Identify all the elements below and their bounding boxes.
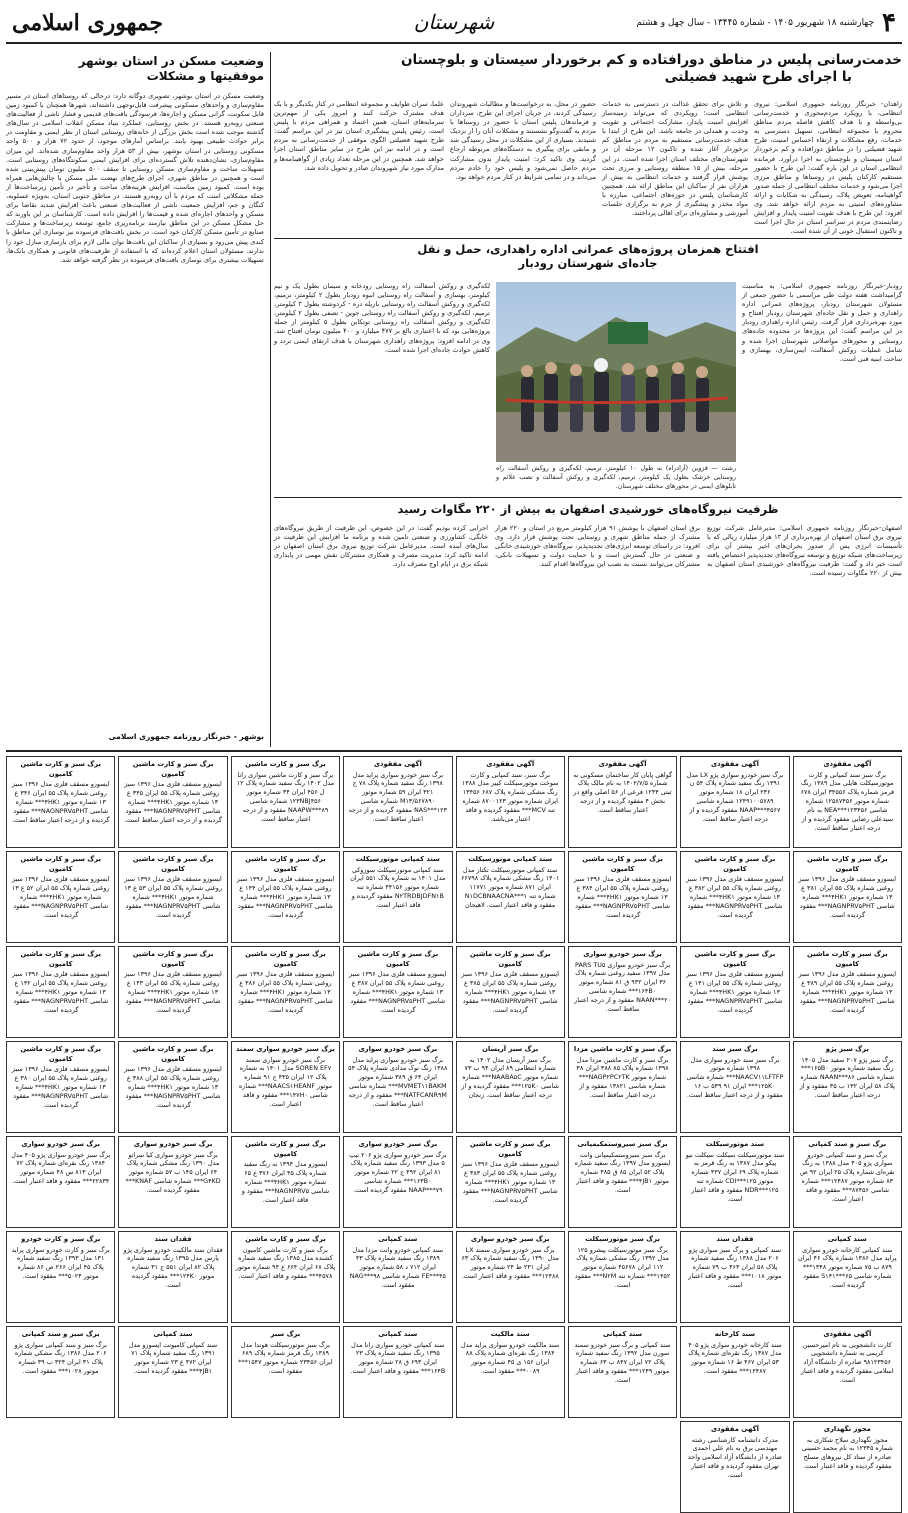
classified-ad-body: ایسوزو مسقف فلزی مدل ۱۳۹۶ سبز روغنی شماره پلاک ۵۵ ایران ۳۸۶ ع ۱۳ شماره موتور ۴HK۱*** شماره شاسی NAGNPRV۵PHT*** مفقود گردیده است. [236,970,335,1014]
classified-ad-body: برگ سبز خودرو سواری پراید مدل ۱۳۸۸ رنگ نوک مدادی شماره پلاک ۵۴ ایران ۶۴ ق ۳۸۹ شماره موتور MVMET۱۱BAKM*** شماره شاسی NATFCANR۹M*** مفقود و از درجه اعتبار ساقط است. [348,1055,448,1109]
classified-ad-body: ایسوزو مسقف فلزی مدل ۱۳۹۶ سبز روغنی شماره پلاک ۵۵ ایران ۳۴۶ ع ۱۳ شماره موتور ۴HK۱*** شماره شاسی NAGNPRV۵PHT*** مفقود گردیده و از درجه اعتبار ساقط است. [11,780,110,824]
classified-ad [680,946,789,1038]
classified-ad [456,851,565,943]
classified-ad [6,1136,115,1228]
classified-ad [568,1136,677,1228]
classified-ad-body: برگ سبز سند خودرو سواری مدل ۱۳۹۸ شماره موتور NAACV۱۱LFTFP*** شماره شاسی ۱۲۵K۰*** ایران ۹۱ ۵۳۹ ب ۱۶ مفقود و از درجه اعتبار ساقط است. [686,1055,784,1100]
classified-ad-body: ایسوزو مسقف فلزی مدل ۱۳۹۶ سبز روغنی شماره پلاک ۵۵ ایران ۳۸۴ ع ۱۳ شماره موتور ۴HK۱*** شماره شاسی NAGNPRV۵PHT*** مفقود گردیده است. [573,875,672,919]
classified-ad [793,756,902,848]
classified-ad [456,1041,565,1133]
classified-ad [343,946,452,1038]
column-divider [270,52,271,747]
ribbon-cutting-photo-image [496,282,736,462]
ribbon-cutting-photo [496,282,736,462]
classified-ad-body: سند کمپانی و برگ سبز سواری پژو ۲۰۶ مدل ۱۳۸۸ رنگ سفید شماره پلاک ۵۸ ایران ۴۶۳ ب ۷۹ شماره موتور ۱۰۱۸*** مفقود و فاقد اعتبار است. [688,1245,782,1290]
classified-ad [343,756,452,848]
classified-ad-body: سند کمپانی موتورسیکلت تکتاز مدل ۱۴۰۱ رنگ مشکی شماره پلاک ۶۶۷۹۸ ایران ۸۷۱ شماره موتور ۱۱۷۷۱ شماره تنه N۱DCBNAACNA***۱ مفقود و فاقد اعتبار است. لاهیجان [461,865,560,910]
classified-ad-body: سند کمپانی و برگ سبز خودرو سمند سورن مدل ۱۳۹۲ رنگ سفید شماره پلاک ۷۲ ایران ۸۴۷ ب ۶۳ شماره موتور ۱۲۴۹*** مفقود و فاقد اعتبار است. [574,1340,671,1385]
classified-ad [680,1041,789,1133]
classified-ad [6,1231,115,1323]
article3-title-line2: جاده‌ای شهرستان رودبار [518,256,658,271]
classified-ad-title: برگ سبز خودرو سواری [133,1140,213,1148]
classified-ad-title: آگهی مفقودی [823,1330,872,1338]
classified-ad [793,1326,902,1418]
classified-ad-title: برگ سبز سیروستمکیمپانی [577,1140,668,1148]
classified-ad-title: برگ سبز و کارت ماشین کامیون [20,1045,102,1063]
article4-title: ظرفیت نیروگاه‌های خورشیدی اصفهان به بیش از ۲۲۰ مگاوات رسید [397,502,779,516]
classified-ad-body: برگ سبز و کارت ماشین مزدا مدل ۱۳۹۸ شماره پلاک ۸۵ ۳۸۸ ایران ۳۸ شماره موتور NAGP۲PC۲TK*** شماره شاسی ۱۳۸۲۱ مفقود و از درجه اعتبار ساقط است. [576,1055,669,1100]
classified-ad-title: فقدان سند [716,1235,754,1243]
classified-ad-title: برگ سبز و کارت ماشین کامیون [694,855,776,873]
classified-ad-title: برگ سبز خودرو سواری [470,1235,550,1243]
classified-ad-title: برگ سبز و کارت ماشین کامیون [582,855,663,873]
classified-ad-body: برگ سبز خودرو سواری پژو LX مدل ۱۳۹۱ رنگ سفید شماره پلاک ۵۴ ن ۲۳۶ ایران ۱۸ شماره موتور ۱۲۴۹۱۰۰۵۷۸۹ شماره شاسی NAAP***۴۵۶۷ مفقود گردیده و از درجه اعتبار ساقط است. [686,770,784,824]
classified-ad [456,756,565,848]
classified-ad-body: ایسوزو مسقف فلزی مدل ۱۳۹۶ سبز روغنی شماره پلاک ۵۵ ایران ۳۸۱ ع ۱۳ شماره موتور ۴HK۱*** شماره شاسی NAGNPRV۵PHT*** مفقود گردیده است. [798,875,897,919]
page-header [6,4,902,44]
classified-ad-body: ایسوزو مسقف فلزی مدل ۱۳۹۶ سبز روغنی شماره پلاک ۵۵ ایران ۱۴۲ ع ۱۳ شماره موتور ۴HK۱*** شماره شاسی NAGNPRV۵PHT*** مفقود گردیده است. [11,970,110,1014]
classified-ad-title: آگهی مفقودی [598,760,647,768]
classified-ad-title: مجوز نگهداری [823,1425,871,1433]
classified-ad-body: ایسوزو مسقف فلزی مدل ۱۳۹۶ سبز روغنی شماره پلاک ۵۵ ایران ۳۸۷ ع ۱۳ شماره موتور ۴HK۱*** شماره شاسی NAGNPRV۵PHT*** مفقود گردیده است. [349,970,447,1014]
classified-ad-body: ایسوزو مسقف فلزی مدل ۱۳۹۶ سبز روغنی شماره پلاک ۵۵ ایران ۳۸۰ ع ۱۳ شماره موتور ۴HK۱*** شماره شاسی NAGNPRV۵PHT*** مفقود گردیده است. [11,1065,110,1109]
classified-ad [231,851,340,943]
classified-ad [118,851,227,943]
divider [6,750,902,752]
classified-ad-body: ایسوزو مسقف فلزی مدل ۱۳۹۶ سبز روغنی شماره پلاک ۵۵ ایران ۳۴۵ ع ۱۳ شماره موتور ۴HK۱*** شماره شاسی NAGNPRV۵PHT*** مفقود گردیده و از درجه اعتبار ساقط است. [124,780,222,824]
classified-ad-title: برگ سبز و کارت ماشین [245,760,326,768]
classified-ad-title: برگ سبز و کارت ماشین کامیون [357,950,439,968]
classified-ad-title: برگ سبز و کارت ماشین کامیون [469,1140,551,1158]
classified-ad-body: برگ سبز خودرو سواری پژو ۴۰۵ مدل ۱۳۸۴ رنگ نقره‌ای شماره پلاک ۷۲ ایران ۸۱۳ س ۴۸ شماره موتور ۲۲۸۳۴*** مفقود و فاقد اعتبار است. [11,1150,111,1186]
classified-ad-title: سند موتورسیکلت [705,1140,765,1148]
classified-ad [793,946,902,1038]
article3-title [274,242,902,271]
classified-ad-title: برگ سبز و کارت ماشین کامیون [694,950,776,968]
classified-ad-body: برگ سبز موتورسیکلت هوندا مدل ۱۳۸۹ رنگ قرمز شماره پلاک ۶۸۹ ایران ۲۳۴۵۶ شماره موتور ۱۵۴۷*** مفقود است. [238,1340,333,1376]
classified-ad-title: برگ سبز و سند کمپانی [21,1330,100,1338]
classified-ad-title: سند کارخانه [714,1330,756,1338]
classified-ad [568,946,677,1038]
classified-ad-title: برگ سبز و کارت ماشین کامیون [132,855,214,873]
classified-ad-body: سند مالکیت خودرو سواری پراید مدل ۱۳۸۴ رنگ نقره‌ای شماره پلاک ۸۸ ایران ۱۵۶ ی ۴۵ شماره موتور ۰۰۸۹*** مفقود است. [461,1340,560,1376]
classified-ad-body: برگ سبز آریسان مدل ۱۴۰۲ به شماره انتظامی ۸۹ ایران ۹۴ ب ۷۳ شماره موتور NAABA۵C*** شماره شاسی ۱۲۵K۰*** مفقود گردیده و از درجه اعتبار ساقط است. زنجان [461,1055,559,1100]
classified-ad-body: گواهی پایان کار ساختمان مسکونی به شماره ۱۴۰۲/۷/۵ به نام مالک پلاک ثبتی ۱۲۳۴ فرعی از ۵۶ اصلی واقع در بخش ۴ مفقود گردیده و از درجه اعتبار ساقط است. [573,770,673,815]
classified-ad-body: مدرک دانشنامه کارشناسی رشته مهندسی برق به نام علی احمدی صادره از دانشگاه آزاد اسلامی واحد تهران مفقود گردیده و فاقد اعتبار است. [687,1435,782,1480]
classified-ad-title: برگ سبز و کارت ماشین کامیون [806,950,888,968]
classified-ad-title: برگ سبز و کارت ماشین کامیون [245,950,326,968]
article1-col2: و تلاش برای تحقق عدالت در دسترسی به خدمات انتظامی است؛ رویکردی که می‌تواند زمینه‌ساز افزایش امنیت پایدار، مشارکت اجتماعی و تقویت وحدت و همدلی در جامعه باشد. این طرح از ابتدا با هدف خدمت‌رسانی مستقیم به مردم در مناطق کم برخوردار آغاز شده و تاکنون ۱۲ مرحله آن در شهرستان‌های مختلف استان اجرا شده است. در این مرحله، بیش از ۱۵ منطقه روستایی و مرزی تحت پوشش قرار گرفتند و خدمات انتظامی به بیش از هزاران نفر از ساکنان این مناطق ارائه شد. همچنین کارشناسان پلیس در حوزه‌های اجتماعی، مبارزه با مواد مخدر و پیشگیری از جرم به برگزاری جلسات آموزشی و مشاوره‌ای برای اهالی پرداختند. [602,100,748,218]
classified-ad [680,1421,789,1513]
article4-col1: اصفهان-خبرنگار روزنامه جمهوری اسلامی: مدیرعامل شرکت توزیع نیروی برق استان اصفهان از بهره‌برداری از ۱۳ هزار میلیارد ریالی که با تأسیسات انرژی پس از صدور بحران‌های اخیر بیشتر آن برای زیرساخت‌های شبکه توزیع و توسعه نیروگاه‌های تجدیدپذیر اختصاص یافته است خبر داد و گفت: ظرفیت نیروگاه‌های خورشیدی استان اصفهان به بیش از ۲۲۰ مگاوات رسیده است. [707,524,902,578]
classified-ad-body: برگ سبز و کارت ماشین سواری رانا مدل ۱۴۰۲ رنگ سفید شماره پلاک ۱۲ ل ۴۵۶ ایران ۳۴ شماره موتور ۱۲۳NBJ۴۵۶ شماره شاسی NAAPW***۸۹ مفقود و از درجه اعتبار ساقط است. [236,770,335,824]
classified-ad [6,756,115,848]
classified-ad [456,1231,565,1323]
classified-ad-body: فقدان سند مالکیت خودرو سواری پژو پارس مدل ۱۳۹۵ رنگ سفید شماره پلاک ۸۲ ایران ۵۵۱ ج ۳۱ شماره موتور ۱۲۴K۰*** مفقود گردیده است. [123,1245,223,1290]
classified-ad [568,756,677,848]
classified-ad-title: برگ سبز و کارت ماشین کامیون [20,760,102,778]
classified-ad-body: برگ سبز و کارت خودرو سواری پراید ۱۳۱ مدل ۱۳۹۳ رنگ سفید شماره پلاک ۴۵ ایران ۲۶۶ ص ۸۶ شماره موتور ۵۰۲۴*** مفقود است. [11,1245,110,1281]
article2-body: وضعیت مسکن در استان بوشهر، تصویری دوگانه دارد: درحالی که روستاهای استان در مسیر مقاوم‌سازی و واحدهای مسکونی پیشرفت قابل‌توجهی داشته‌اند، شهرها همچنان با کمبود زمین قابل سکونت، گرانی مسکن و اجاره‌ها، فرسودگی بافت‌های قدیمی و فشار ناشی از فعالیت‌های صنعتی روبه‌رو هستند. در بخش روستایی، عملکرد بنیاد مسکن انقلاب اسلامی در سال‌های گذشته موجب شده است بخش بزرگی از خانه‌های روستایی استان از نظر ایمنی و مقاومت در برابر حوادث طبیعی بهبود یابند. براساس آمارهای موجود، از حدود ۷۲ هزار و ۵۰۰ واحد مسکونی روستایی در استان بوشهر، بیش از ۵۳ هزار واحد مقاوم‌سازی شده‌اند. این میزان مقاوم‌سازی، نشان‌دهنده تلاش گسترده‌ای برای افزایش ایمنی سکونتگاه‌های روستایی است. تسهیلات ساخت و مقاوم‌سازی مسکن روستایی تا سقف ۵۰۰ میلیون تومان پیش‌بینی شده است و همچنین در مناطق شهری، اجرای طرح‌های نهضت ملی مسکن با چالش‌هایی همراه بوده است. کمبود زمین مناسب، افزایش هزینه‌های ساخت و تأخیر در تأمین زیرساخت‌ها از جمله مشکلاتی است که مردم با آن روبه‌رو هستند. در مناطق جنوبی استان، به‌ویژه عسلویه، کنگان و جم، افزایش جمعیت ناشی از فعالیت‌های صنعتی باعث افزایش شدید تقاضا برای مسکن و واحدهای اجاره‌ای شده و قیمت‌ها را افزایش داده است. کارشناسان بر این باورند که حل مشکل مسکن در این مناطق نیازمند برنامه‌ریزی جامع، توسعه زیرساخت‌ها و مشارکت صنایع در تأمین مسکن کارکنان خود است. در بخش بافت‌های فرسوده نیز نوسازی این مناطق با کندی پیش می‌رود و بسیاری از ساکنان این بافت‌ها توان مالی لازم برای بازسازی منازل خود را ندارند. مسئولان استان اعلام کرده‌اند که با استفاده از ظرفیت‌های قانونی و همکاری بانک‌ها، تسهیلات بیشتری برای نوسازی بافت‌های فرسوده در نظر گرفته خواهد شد. [6,92,265,264]
classified-ad [568,1231,677,1323]
classified-ad-body: ایسوزو مسقف فلزی مدل ۱۳۹۶ سبز روغنی شماره پلاک ۵۵ ایران ۱۴۱ ع ۱۳ شماره موتور ۴HK۱*** شماره شاسی NAGNPRV۵PHT*** مفقود گردیده است. [686,970,784,1014]
classified-ad [6,851,115,943]
classified-ad-body: برگ سبز خودرو سواری سمند LX مدل ۱۳۹۰ رنگ سفید شماره پلاک ۶۳ ایران ۲۳۱ ط ۲۴ شماره موتور ۱۲۴۸۸*** مفقود و فاقد اعتبار است. [461,1245,559,1281]
classified-ad [456,1136,565,1228]
classified-ad [118,1136,227,1228]
classified-ad [231,1231,340,1323]
classified-ad [680,1231,789,1323]
classified-ad-title: سند مالکیت [490,1330,530,1338]
classified-ad-title: برگ سبز موتورسیکلت [585,1235,660,1243]
classified-ad-body: مجوز نگهداری سلاح شکاری به شماره ۱۲۳۴۵ به نام محمد حسینی صادره از ستاد کل نیروهای مسلح مفقود گردیده و فاقد اعتبار است. [801,1435,893,1471]
classified-ad-body: برگ سبز و سند کمپانی سواری پژو ۲۰۶ مدل ۱۳۸۶ رنگ مشکی شماره پلاک ۳۱ ایران ۳۲۴ ب ۳۹ شماره موتور ۱۰۲۸*** مفقود است. [14,1340,107,1376]
classified-ad-body: برگ سبز و کارت ماشین کامیون کشنده مدل ۱۳۸۵ رنگ سفید شماره پلاک ۶۸ ایران ۶۶۴ ع ۹۴ شماره موتور ۴۵۷۸*** مفقود و فاقد اعتبار است. [235,1245,336,1281]
masthead: جمهوری اسلامی [12,10,164,36]
article3-title-line1: افتتاح همزمان پروژه‌های عمرانی اداره راهداری، حمل و نقل [417,242,759,256]
classified-ad-body: ایسوزو مسقف فلزی مدل ۱۳۹۶ سبز روغنی شماره پلاک ۵۵ ایران ۵۳ ع ۱۳ شماره موتور ۴HK۱*** شماره شاسی NAGNPRV۵PHT*** مفقود گردیده است. [124,875,222,919]
classified-ad-body: برگ سبز، سند کمپانی و کارت سوخت موتورسیکلت کبیر مدل ۱۳۸۸ رنگ مشکی شماره پلاک ۶۸۷ ۱۳۴۵۶ ایران شماره موتور ۸۷۰۰۱۲۳ شماره تنه MCV*** مفقود گردیده و فاقد اعتبار می‌باشد. [461,770,559,824]
classified-ad [118,756,227,848]
classified-ad [6,946,115,1038]
classified-ad-body: ایسوزو مسقف فلزی مدل ۱۳۹۶ سبز روغنی شماره پلاک ۵۵ ایران ۱۴۳ ع ۱۳ شماره موتور ۴HK۱*** شماره شاسی NAGNPRV۵PHT*** مفقود گردیده است. [124,970,222,1014]
classified-ad-body: برگ سبز و سند کمپانی خودرو سواری پژو ۴۰۵ مدل ۱۳۸۸ به رنگ نقره‌ای شماره پلاک ۲۵ ایران ۹۲ ص ۸۳ شماره موتور ۱۲۴۸۷*** شماره شاسی ۸۷۴۵۶*** مفقود و فاقد اعتبار است. [799,1150,895,1204]
classified-ad-title: برگ سبز و کارت ماشین کامیون [245,1140,326,1158]
page-number-group [12,10,163,36]
classified-ad [568,1326,677,1418]
classified-ad-body: برگ سبز خودرو سواری کیا سراتو مدل ۱۳۹۰ رنگ مشکی شماره پلاک ۶۴ ایران ۱۴۵ ب ۵۷ شماره موتور G۴KD*** شماره شاسی KNAF*** مفقود گردیده است. [125,1150,221,1195]
classified-ad-title: فقدان سند [154,1235,192,1243]
classified-ad-body: سند موتورسیکلت سیکلت سیکلت نیو پیکو مدل ۱۳۸۷ به رنگ قرمز به شماره پلاک ۶۹ ایران ۴۳۷ شماره موتور CDI***۱۲۵ شماره تنه NDR***۱۲۵ مفقود و فاقد اعتبار است. [685,1150,785,1204]
classified-ad [343,851,452,943]
classified-ad-body: ایسوزو مسقف فلزی مدل ۱۳۹۶ سبز روغنی شماره پلاک ۵۵ ایران ۳۸۵ ع ۱۳ شماره موتور ۴HK۱*** شماره شاسی NAGNPRV۵PHT*** مفقود گردیده است. [461,970,559,1014]
ribbon-cutting-caption: رشت — قزوین (آزادراه) به طول ۱۰ کیلومتر، ترمیم، لکه‌گیری و روکش آسفالت راه روستایی خرشک بطول یک کیلومتر، ترمیم، لکه‌گیری و روکش آسفالت و نصب علائم و تابلوهای ایمنی در محورهای مختلف شهرستان. [496,465,736,490]
section-title: شهرستان [413,10,495,34]
classified-ad [231,756,340,848]
classified-ad-title: برگ سبز و کارت ماشین کامیون [245,855,326,873]
classified-ad-title: برگ سبز و کارت ماشین کامیون [132,1045,214,1063]
classified-ad-title: برگ سبز سند [712,1045,758,1053]
article1-col3: حضور در محل، به درخواست‌ها و مطالبات شهروندان رسیدگی کردند. در جریان اجرای این طرح، سرداران و فرماندهان پلیس استان با حضور در روستاها با مردم به گفت‌وگو نشستند و مشکلات آنان را از نزدیک شنیدند. بسیاری از این مشکلات در محل رسیدگی شد و مابقی برای پیگیری به دستگاه‌های مربوطه ارجاع گردید. وی تاکید کرد: امنیت پایدار بدون مشارکت مردم حاصل نمی‌شود و پلیس خود را خادم مردم می‌داند و در تمامی شرایط در کنار مردم خواهد بود. [450,100,596,181]
classified-ad [680,756,789,848]
classified-ad [793,1421,902,1513]
classified-ad-title: برگ سبز خودرو سواری [358,1140,438,1148]
article4-col2: برق استان اصفهان با پوشش ۹۱ هزار کیلومتر مربع در استان و ۲۲۰ هزار مشترک از جمله مناطق شهری و روستایی تحت پوشش قرار دارد. وی افزود: در راستای توسعه انرژی‌های تجدیدپذیر، نیروگاه‌های خورشیدی خانگی و صنعتی در حال گسترش است و با حمایت دولت و تسهیلات بانکی، مشترکان می‌توانند نسبت به نصب این نیروگاه‌ها اقدام کنند. [495,524,700,569]
classified-ad [343,1231,452,1323]
classified-ad-title: برگ سبز و کارت خودرو [21,1235,101,1243]
article2-title [6,54,264,84]
classified-ad-body: برگ سبز سیروستمکیمپانی وانت ایسوزو مدل ۱۳۹۷ رنگ سفید شماره پلاک ۵۲ ایران ۸۵ ق ۳۸۵ شماره موتور ۴JB۱*** مفقود و فاقد اعتبار است. [574,1150,671,1195]
classified-ad [231,1326,340,1418]
classified-ad-title: آگهی مفقودی [710,760,759,768]
classified-ad [231,1041,340,1133]
article2-title-line2: موفقیتها و مشکلات [146,69,264,83]
article2-byline: بوشهر - خبرنگار روزنامه جمهوری اسلامی [108,732,264,741]
classified-ad [343,1326,452,1418]
classified-ad [231,946,340,1038]
classified-ad-title: برگ سبز خودرو سواری [21,1140,101,1148]
classified-ad-title: آگهی مفقودی [710,1425,759,1433]
classified-ad-body: سند کمپانی موتورسیکلت سوزوکی مدل ۱۴۰۱ به شماره پلاک ۵۵۱ ایران شماره موتور ۴۴۱۵۶ شماره تنه N۲TRDBJDFN۱B مفقود گردیده و فاقد اعتبار است. [350,865,446,910]
classified-ad-title: برگ سبز و کارت ماشین کامیون [132,950,214,968]
classified-ad-body: برگ سبز خودرو سواری پراید مدل ۱۳۹۸ رنگ سفید شماره پلاک ۷۸ ج ۳۲۱ ایران ۵۹ شماره موتور M۱۳/۵۶۷۸۹۰ شماره شاسی NAS***۱۲۳ مفقود گردیده و از درجه اعتبار ساقط است. [348,770,448,824]
date-group [636,8,896,38]
classified-ad-body: برگ سبز پژو ۲۰۷ سفید مدل ۱۴۰۵ رنگ سفید شماره موتور ۱۶۵B۰*** شماره شاسی NAAN***۸۶ شماره پلاک ۵۸ ایران ۱۳۲ ب ۳۵ مفقود و از درجه اعتبار ساقط است. [799,1055,895,1100]
article1-title-line2: با اجرای طرح شهید فضیلتی [664,68,852,85]
classified-ad [343,1041,452,1133]
page-number: ۴ [882,8,896,38]
classified-ad-body: ایسوزو مسقف فلزی مدل ۱۳۹۶ سبز روغنی شماره پلاک ۵۵ ایران ۱۴۴ ع ۱۳ شماره موتور ۴HK۱*** شماره شاسی NAGNPRV۵PHT*** مفقود گردیده است. [236,875,335,919]
classified-ad [6,1326,115,1418]
classified-ad-title: برگ سبز و کارت ماشین کامیون [806,855,888,873]
classified-ad-title: سند کمپانی موتورسیکلت [468,855,553,863]
classified-ad-body: ایسوزو مسقف فلزی مدل ۱۳۹۶ سبز روغنی شماره پلاک ۵۵ ایران ۵۲ ع ۱۳ شماره موتور ۴HK۱*** شماره شاسی NAGNPRV۵PHT*** مفقود گردیده است. [11,875,110,919]
article1-title-line1: خدمت‌رسانی پلیس در مناطق دورافتاده و کم برخوردار سیستان و بلوچستان [401,52,902,68]
classified-ad-title: برگ سبز و سند کمپانی [808,1140,887,1148]
classified-ad [680,851,789,943]
classified-ad-title: برگ سبز و کارت ماشین کامیون [20,855,102,873]
classified-ad-title: برگ سبز خودرو سواری [583,950,662,958]
article4-col3: اجرایی کرده بودیم گفت: در این خصوص، این ظرفیت از طریق نیروگاه‌های خانگی، کشاورزی و صنعتی تامین شده و برنامه ما افزایش این ظرفیت در سال‌های آینده است. مدیرعامل شرکت توزیع نیروی برق استان اصفهان در ادامه تاکید کرد: مدیریت مصرف و همکاری مشترکان نقش مهمی در پایداری شبکه برق در ایام اوج مصرف دارد. [274,524,488,569]
divider [274,238,902,239]
classified-ad-title: برگ سبز خودرو سواری سمند [235,1045,335,1053]
classified-ad-title: برگ سبز و کارت ماشین کامیون [469,950,551,968]
classified-ad-body: برگ سبز خودرو سواری پژو ۲۰۶ تیپ ۵ مدل ۱۳۹۳ رنگ سفید شماره پلاک ۸۱ ایران ۴۹۲ ج ۲۲ شماره موتور ۱۶۳B۰*** شماره شاسی NAAP***۷۹ مفقود گردیده است. [349,1150,447,1195]
divider [274,497,902,498]
classified-ad-body: سند کمپانی خودرو وانت مزدا مدل ۱۳۸۹ رنگ سفید شماره پلاک ۴۳ ایران ۷۱۲ د ۵۸ شماره موتور FE***۴۵ شماره شاسی NAG***۹۸ مفقود است. [349,1245,446,1290]
classified-ad [456,946,565,1038]
classified-ads-grid [6,756,902,1513]
classified-ad [118,946,227,1038]
classified-ad-title: برگ سبز پژو [825,1045,869,1053]
classified-ad-title: برگ سبز [270,1330,301,1338]
classified-ad-title: سند کمپانی موتورسیکلت [355,855,440,863]
classified-ad-title: برگ سبز و کارت ماشین کامیون [132,760,214,778]
article1-title [282,52,902,86]
classified-ad-body: برگ سبز موتورسیکلت پیشرو ۱۲۵ مدل ۱۳۹۲ رنگ مشکی شماره پلاک ۱۱۲ ایران ۴۵۶۷۸ شماره موتور ۱۴۵۲*** شماره تنه N۲M*** مفقود است. [574,1245,671,1290]
article1-col1: زاهدان- خبرنگار روزنامه جمهوری اسلامی: نیروی انتظامی، با رویکرد مردم‌محوری و خدمت‌رسانی بی‌واسطه و با هدف کاهش فاصله مردم مناطق محروم با مجموعه انتظامی، تسهیل دسترسی به خدمات، رفع مشکلات و ارتقاء احساس امنیت، طرح شهید فضیلتی را در مناطق دورافتاده و کم برخوردار استان سیستان و بلوچستان به اجرا درآورد. فرمانده انتظامی استان در این باره گفت: این طرح با حضور مستقیم کارکنان پلیس در روستاها و مناطق مرزی اجرا می‌شود و خدمات مختلف انتظامی از جمله صدور گواهینامه، تعویض پلاک، رسیدگی به شکایات و ارائه مشاوره‌های امنیتی به مردم ارائه خواهد شد. وی افزود: این طرح با هدف تقویت امنیت پایدار و افزایش رضایتمندی مردم در سراسر استان در حال اجرا است و تاکنون استقبال خوبی از آن شده است. [754,100,902,236]
classified-ad [118,1231,227,1323]
classified-ad [793,1136,902,1228]
classified-ad-title: سند کمپانی [378,1330,418,1338]
classified-ad-title: سند کمپانی [153,1330,193,1338]
classified-ad-body: کارت دانشجویی به نام امیرحسین کریمی به شماره دانشجویی ۹۸۱۲۳۴۵۶ صادره از دانشگاه آزاد اسلامی مفقود گردیده و فاقد اعتبار است. [800,1340,894,1385]
classified-ad-title: آگهی مفقودی [823,760,872,768]
classified-ad-body: ایسوزو مدل ۱۳۹۴ به رنگ سفید شماره پلاک ۴۵ ایران ۳۷۶ ع ۶۵ شماره موتور ۴HK۱*** شماره شاسی NAGNPRV۵*** مفقود و فاقد اعتبار است. [241,1160,330,1204]
classified-ad-title: سند کمپانی [827,1235,867,1243]
classified-ad-title: سند کمپانی [378,1235,418,1243]
article1-col4: علما، سران طوایف و مجموعه انتظامی در کنار یکدیگر و با یک هدف مشترک حرکت کنند و امروز یکی از مهم‌ترین سرمایه‌های استان، همین اعتماد و همراهی مردم با پلیس است. رئیس پلیس پیشگیری استان نیز در این مراسم گفت: طرح شهید فضیلتی الگوی موفقی از خدمت‌رسانی به مردم است و در ادامه نیز این طرح در سایر مناطق استان اجرا خواهد شد. همچنین در این مرحله تعداد زیادی از گواهینامه‌ها و مدارک مورد نیاز شهروندان صادر و تحویل داده شد. [274,100,444,172]
classified-ad [118,1326,227,1418]
classified-ad-body: ایسوزو مسقف فلزی مدل ۱۳۹۶ سبز روغنی شماره پلاک ۵۵ ایران ۳۸۹ ع ۱۳ شماره موتور ۴HK۱*** شماره شاسی NAGNPRV۵PHT*** مفقود گردیده است. [798,970,897,1014]
classified-ad-body: ایسوزو مسقف فلزی مدل ۱۳۹۶ سبز روغنی شماره پلاک ۵۵ ایران ۳۸۳ ع ۱۳ شماره موتور ۴HK۱*** شماره شاسی NAGNPRV۵PHT*** مفقود گردیده است. [461,1160,559,1204]
classified-ad-title: آگهی مفقودی [486,760,535,768]
classified-ad [343,1136,452,1228]
classified-ad [680,1326,789,1418]
classified-ad-body: ایسوزو مسقف فلزی مدل ۱۳۹۶ سبز روغنی شماره پلاک ۵۵ ایران ۳۸۸ ع ۱۳ شماره موتور ۴HK۱*** شماره شاسی NAGNPRV۵PHT*** مفقود گردیده است. [124,1065,222,1109]
date-line: چهارشنبه ۱۸ شهریور ۱۴۰۵ - شماره ۱۳۴۴۵ - سال چهل و هشتم [636,18,875,28]
classified-ad-body: برگ سبز خودرو سواری سمند SOREN EF۷ مدل ۱۴۰۱ به شماره پلاک ۱۲ ایران ۴۳۵ ج ۹۱ شماره موتور NAACS۱HEANF*** شماره شاسی ۱۴۷H۰*** مفقود و فاقد اعتبار است. [238,1055,333,1109]
classified-ad [793,851,902,943]
classified-ad [456,1326,565,1418]
classified-ad [680,1136,789,1228]
classified-ad-body: برگ سبز خودرو سواری PARS TU۵ مدل ۱۳۹۷ سفید روغنی شماره پلاک ۳۶ ایران ۹۳۲ ق ۸۱ شماره موتور ۱۶۴B۰*** شماره شاسی NAAN***۲۰ مفقود و از درجه اعتبار ساقط است. [574,960,671,1014]
classified-ad-body: ایسوزو مسقف فلزی مدل ۱۳۹۶ سبز روغنی شماره پلاک ۵۵ ایران ۳۸۲ ع ۱۳ شماره موتور ۴HK۱*** شماره شاسی NAGNPRV۵PHT*** مفقود گردیده است. [686,875,784,919]
classified-ad [568,1041,677,1133]
classified-ad-body: برگ سبز سند کمپانی و کارت موتورسیکلت هایلی مدل ۱۳۸۹ رنگ قرمز شماره پلاک ۳۴۵۵۶ ایران ۶۷۸ شماره موتور ۱۲۵۸۷۴۵۶ شماره شاسی NEA***۱۲۳۴۵۶ به نام سیدعلی رضایی مفقود گردیده و از درجه اعتبار ساقط است. [800,770,895,833]
classified-ad [6,1041,115,1133]
classified-ad-title: آگهی مفقودی [373,760,422,768]
article3-col2: لکه‌گیری و روکش آسفالت راه روستایی رودخانه و سیمان بطول یک و نیم کیلومتر، بهسازی و آسفالت راه روستایی انبوه رودبار بطول ۲ کیلومتر، ترمیم، لکه‌گیری و روکش آسفالت راه روستایی بازیله دره - کردوشته بطول ۳ کیلومتر، ترمیم، لکه‌گیری و روکش آسفالت راه روستایی جوین - نصفی بطول ۲ کیلومتر، لکه‌گیری و روکش آسفالت راه روستایی توتکابن بطول ۵ کیلومتر از جمله پروژه‌هایی بود که با اعتباری بالغ بر ۴۷۷ میلیارد و ۴۰۰ میلیون تومان افتتاح شد. وی در ادامه افزود: پروژه‌های راهداری شهرستان با هدف ارتقای ایمنی تردد و کاهش حوادث جاده‌ای اجرا شده است. [274,282,491,354]
classified-ad [568,851,677,943]
classified-ad-title: برگ سبز و کارت ماشین مزدا [573,1045,672,1053]
article2-title-line1: وضعیت مسکن در استان بوشهر [78,54,264,68]
classified-ad-title: برگ سبز و کارت ماشین [245,1235,326,1243]
classified-ad [793,1231,902,1323]
classified-ad-title: برگ سبز آریسان [482,1045,539,1053]
classified-ad-body: سند کمپانی کارخانه خودرو سواری پراید مدل ۱۳۸۶ شماره پلاک ۴۶ ایران ۸۷۹ ب ۷۵ شماره موتور ۱۳۴۸*** شماره شاسی S۱۴۱***۶۵ مفقود گردیده است. [797,1245,897,1290]
classified-ad-body: سند کارخانه خودرو سواری پژو ۴۰۵ مدل ۱۳۸۷ رنگ نقره‌ای شماره پلاک ۵۳ ایران ۴۶۷ ط ۱۶ شماره موتور ۱۲۴۸۷*** مفقود است. [688,1340,782,1376]
classified-ad-title: برگ سبز خودرو سواری [358,1045,438,1053]
classified-ad [118,1041,227,1133]
classified-ad-title: سند کمپانی [603,1330,643,1338]
classified-ad [793,1041,902,1133]
classified-ad-body: سند کمپانی خودرو سواری رانا مدل ۱۳۹۵ رنگ سفید شماره پلاک ۲۳ ایران ۶۹۳ ق ۲۸ شماره موتور ۱۶۴B*** مفقود و فاقد اعتبار است. [350,1340,446,1376]
article3-col1: رودبار-خبرنگار روزنامه جمهوری اسلامی: به مناسبت گرامیداشت هفته دولت طی مراسمی با حضور جمعی از مسئولان شهرستان رودبار، پروژه‌های عمرانی اداره راهداری و حمل و نقل جاده‌ای شهرستان رودبار افتتاح و مورد بهره‌برداری قرار گرفت. رئیس اداره راهداری رودبار در این مراسم گفت: این پروژه‌ها در محدوده جاده‌های روستایی و محورهای مواصلاتی شهرستان اجرا شده و شامل عملیات روکش آسفالت، ایمن‌سازی، بهسازی و ساخت ابنیه فنی است. [742,282,902,363]
classified-ad-title: برگ سبز و کارت ماشین کامیون [20,950,102,968]
classified-ad-body: سند کمپانی کامیونت ایسوزو مدل ۱۳۹۱ رنگ سفید شماره پلاک ۷۱ ایران ۴۷۲ ع ۲۳ شماره موتور ۴JB۱*** مفقود گردیده است. [128,1340,218,1376]
classified-ad [231,1136,340,1228]
